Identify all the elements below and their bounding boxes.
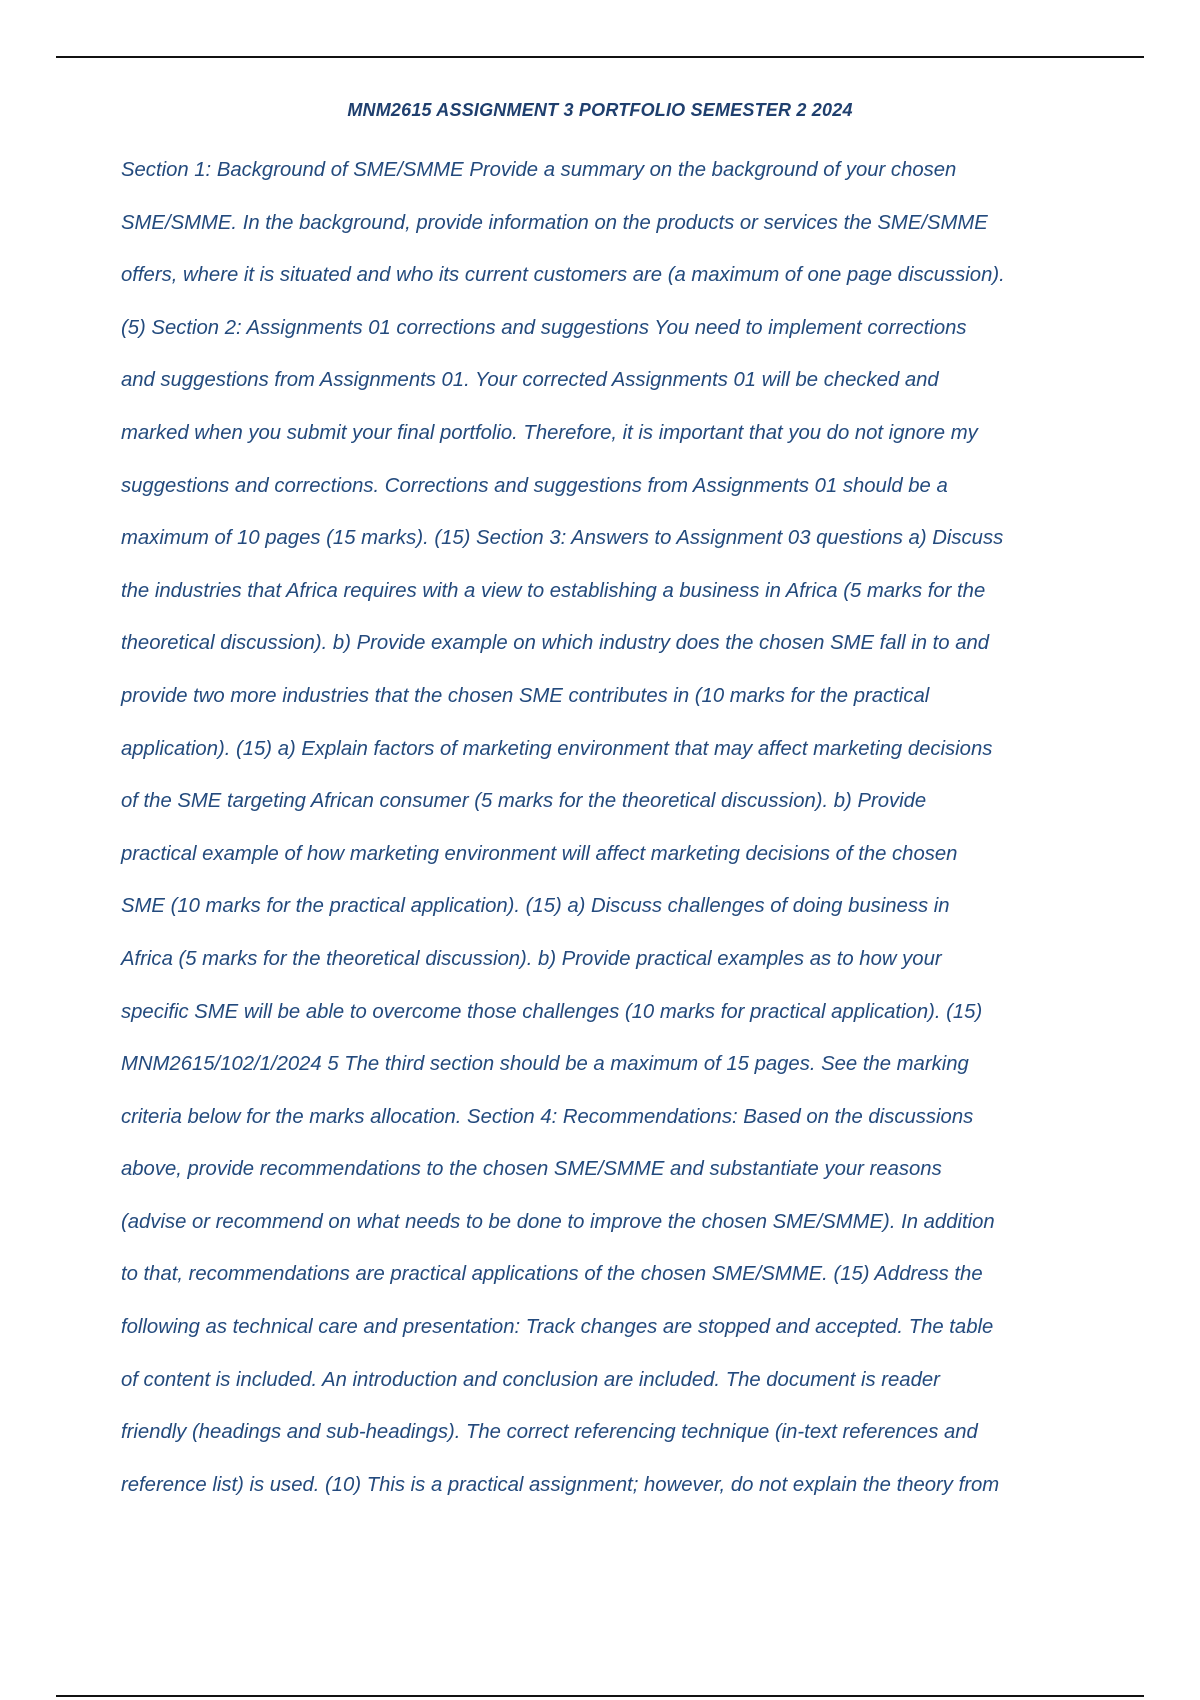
body-line: maximum of 10 pages (15 marks). (15) Section 3: Answers to Assignment 03 questions a) Discuss xyxy=(121,527,1004,550)
document-title: MNM2615 ASSIGNMENT 3 PORTFOLIO SEMESTER 2 2024 xyxy=(347,100,853,120)
body-line: of the SME targeting African consumer (5 marks for the theoretical discussion). b) Provide xyxy=(121,790,927,813)
body-line: theoretical discussion). b) Provide example on which industry does the chosen SME fall in to and xyxy=(121,632,990,655)
body-line: (advise or recommend on what needs to be done to improve the chosen SME/SMME). In addition xyxy=(121,1210,995,1233)
body-line: (5) Section 2: Assignments 01 corrections and suggestions You need to implement corrections xyxy=(121,316,967,339)
body-line: suggestions and corrections. Corrections and suggestions from Assignments 01 should be a xyxy=(121,474,948,497)
body-line: SME (10 marks for the practical application). (15) a) Discuss challenges of doing business in xyxy=(121,895,950,918)
body-line: marked when you submit your final portfolio. Therefore, it is important that you do not ignore my xyxy=(121,421,978,444)
body-line: of content is included. An introduction and conclusion are included. The document is reader xyxy=(121,1368,940,1391)
body-line: reference list) is used. (10) This is a practical assignment; however, do not explain the theory from xyxy=(121,1473,1000,1496)
body-line: the industries that Africa requires with a view to establishing a business in Africa (5 marks for the xyxy=(121,579,986,602)
body-line: application). (15) a) Explain factors of marketing environment that may affect marketing decisions xyxy=(121,737,993,760)
body-line: and suggestions from Assignments 01. Your corrected Assignments 01 will be checked and xyxy=(121,369,939,392)
body-line: MNM2615/102/1/2024 5 The third section should be a maximum of 15 pages. See the marking xyxy=(121,1053,969,1076)
body-line: practical example of how marketing environment will affect marketing decisions of the chosen xyxy=(121,842,958,865)
bottom-rule xyxy=(56,1695,1144,1697)
body-line: Section 1: Background of SME/SMME Provide a summary on the background of your chosen xyxy=(121,159,957,181)
body-line: above, provide recommendations to the chosen SME/SMME and substantiate your reasons xyxy=(121,1158,942,1181)
body-line: criteria below for the marks allocation. Section 4: Recommendations: Based on the discussions xyxy=(121,1105,974,1128)
top-rule xyxy=(56,56,1144,58)
body-line: following as technical care and presentation: Track changes are stopped and accepted. The table xyxy=(121,1316,994,1339)
body-line: to that, recommendations are practical applications of the chosen SME/SMME. (15) Address the xyxy=(121,1263,983,1286)
body-line: friendly (headings and sub-headings). The correct referencing technique (in-text references and xyxy=(121,1421,978,1444)
body-line: offers, where it is situated and who its current customers are (a maximum of one page discussion). xyxy=(121,264,1005,287)
body-line: Africa (5 marks for the theoretical discussion). b) Provide practical examples as to how your xyxy=(121,947,942,970)
body-line: SME/SMME. In the background, provide information on the products or services the SME/SMME xyxy=(121,211,988,234)
body-line: specific SME will be able to overcome those challenges (10 marks for practical application). (15) xyxy=(121,1000,983,1023)
document-body xyxy=(121,144,1141,1511)
body-line: provide two more industries that the chosen SME contributes in (10 marks for the practical xyxy=(121,684,930,707)
